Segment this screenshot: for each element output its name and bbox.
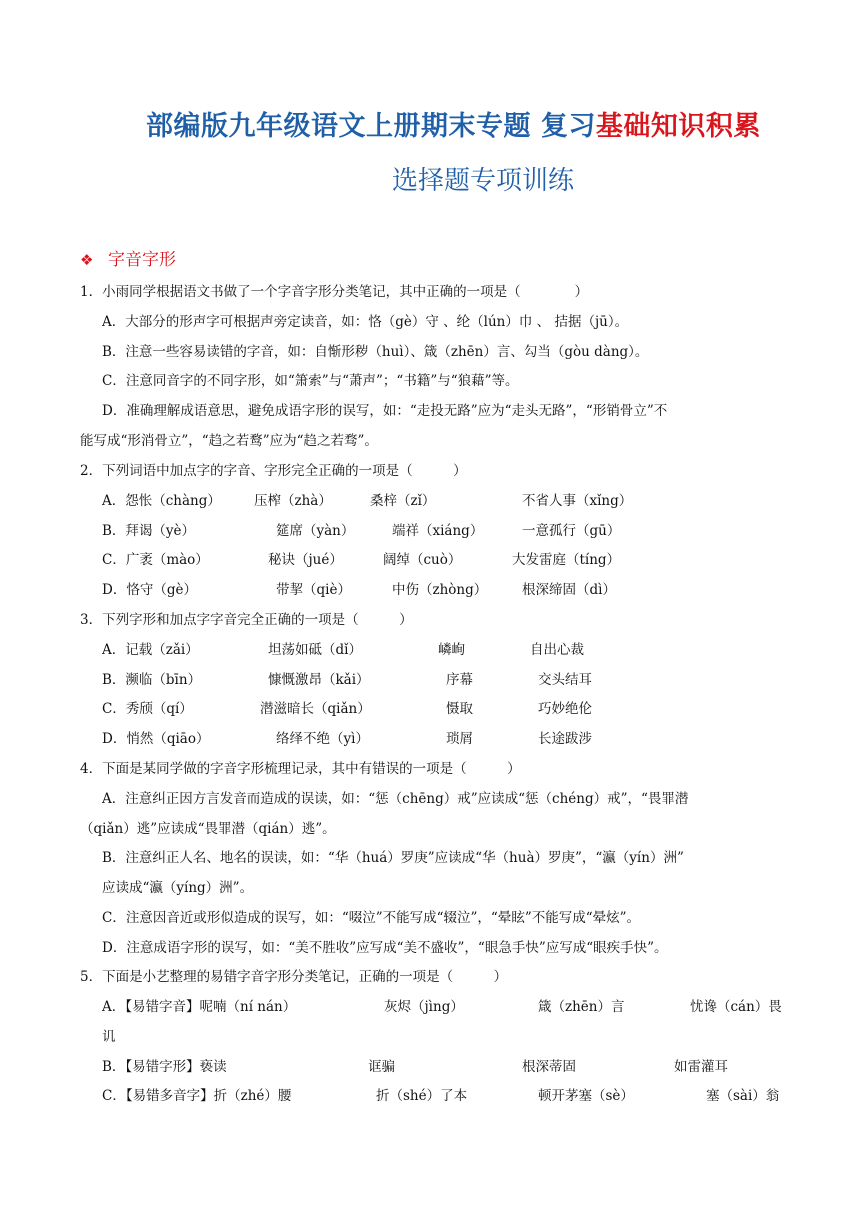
question-4-option-b: B．注意纠正人名、地名的误读，如：“华（huá）罗庚”应读成“华（huà）罗庚”，“瀛（yín）洲” [102, 850, 684, 866]
question-4-option-a-continued: （qiǎn）逃”应读成“畏罪潜（qián）逃”。 [80, 821, 336, 837]
option-cell: 络绎不绝（yì） [276, 731, 369, 747]
option-cell: 如雷灌耳 [674, 1059, 728, 1075]
question-4-option-b-continued: 应读成“瀛（yíng）洲”。 [102, 880, 254, 896]
question-4-stem: 4．下面是某同学做的字音字形梳理记录，其中有错误的一项是（ ） [80, 761, 521, 777]
question-1-option-a: A．大部分的形声字可根据声旁定读音，如：恪（gè）守 、纶（lún）巾 、 拮据（jū）。 [102, 314, 629, 330]
question-1-option-b: B．注意一些容易读错的字音，如：自惭形秽（huì）、箴（zhēn）言、勾当（gòu dàng）。 [102, 344, 649, 360]
option-cell: 带挈（qiè） [276, 582, 351, 598]
question-4-option-c: C．注意因音近或形似造成的误写，如：“啜泣”不能写成“辍泣”，“晕眩”不能写成“晕炫”。 [102, 910, 641, 926]
option-cell: 大发雷庭（tíng） [512, 552, 621, 568]
option-cell: 忧谗（cán）畏 [690, 999, 782, 1015]
option-cell: D．恪守（gè） [102, 582, 197, 598]
option-cell: 嶙峋 [438, 642, 465, 658]
option-cell: C．广袤（mào） [102, 552, 209, 568]
option-cell: 慑取 [446, 701, 473, 717]
option-cell: 潜滋暗长（qiǎn） [260, 701, 371, 717]
option-cell: 桑梓（zǐ） [370, 493, 436, 509]
option-cell: 中伤（zhòng） [392, 582, 488, 598]
question-2-stem: 2．下列词语中加点字的字音、字形完全正确的一项是（ ） [80, 463, 467, 479]
question-3-stem: 3．下列字形和加点字字音完全正确的一项是（ ） [80, 612, 413, 628]
option-cell: 端祥（xiáng） [392, 523, 484, 539]
option-cell: 琐屑 [446, 731, 473, 747]
option-cell: 根深缔固（dì） [522, 582, 616, 598]
title-part-red: 基础知识积累 [595, 111, 761, 142]
option-cell: 顿开茅塞（sè） [538, 1088, 634, 1104]
option-cell: 灰烬（jìng） [384, 999, 464, 1015]
option-cell: 慷慨激昂（kǎi） [268, 672, 370, 688]
question-5-option-a-continued: 讥 [102, 1029, 116, 1045]
option-cell: A．【易错字音】呢喃（ní nán） [102, 999, 297, 1015]
option-cell: 长途跋涉 [538, 731, 592, 747]
question-1-option-c: C．注意同音字的不同字形，如“箫索”与“萧声”；“书籍”与“狼藉”等。 [102, 373, 519, 389]
option-cell: 交头结耳 [538, 672, 592, 688]
option-cell: 根深蒂固 [522, 1059, 576, 1075]
option-cell: 秘诀（jué） [268, 552, 343, 568]
option-cell: A．记载（zǎi） [102, 642, 199, 658]
section-label: 字音字形 [108, 250, 176, 270]
option-cell: B．拜谒（yè） [102, 523, 196, 539]
question-5-stem: 5．下面是小艺整理的易错字音字形分类笔记，正确的一项是（ ） [80, 969, 508, 985]
option-cell: 诓骗 [368, 1059, 395, 1075]
option-cell: 箴（zhēn）言 [538, 999, 625, 1015]
option-cell: 序幕 [446, 672, 473, 688]
option-cell: C．秀颀（qí） [102, 701, 193, 717]
title-part-blue: 部编版九年级语文上册期末专题 复习 [146, 111, 596, 142]
option-cell: 压榨（zhà） [254, 493, 332, 509]
option-cell: 一意孤行（gū） [522, 523, 621, 539]
option-cell: A．怨怅（chàng） [102, 493, 221, 509]
option-cell: C．【易错多音字】折（zhé）腰 [102, 1088, 292, 1104]
question-4-option-d: D．注意成语字形的误写，如：“美不胜收”应写成“美不盛收”，“眼急手快”应写成“眼疾手快”。 [102, 940, 668, 956]
option-cell: 巧妙绝伦 [538, 701, 592, 717]
diamond-bullet-icon: ❖ [80, 251, 94, 269]
section-heading [80, 245, 176, 270]
option-cell: 筵席（yàn） [276, 523, 355, 539]
question-1-stem: 1．小雨同学根据语文书做了一个字音字形分类笔记，其中正确的一项是（ ） [80, 284, 589, 300]
document-page: 部编版九年级语文上册期末专题 复习基础知识积累 选择题专项训练 ❖ 字音字形 1．小雨同学根据语文书做了一个字音字形分类笔记，其中正确的一项是（ ） A．大部分的形声字可根据声旁定读音，如：恪（gè）守 、纶（lún）巾 、 拮据（jū）。 B．注意一些容易读错的字音，如：自惭形秽（huì）、箴（zhēn）言、勾当（gòu dàng）。 C．注意同音字的不同字形，如“箫索”与“萧声”；“书籍”与“狼藉”等。 D．准确理解成语意思，避免成语字形的误写，如：“走投无路”应为“走头无路”，“形销骨立”不 能写成“形消骨立”，“趋之若鹜”应为“趋之若骛”。 2．下列词语中加点字的字音、字形完全正确的一项是（ ） A．怨怅（chàng） 压榨（zhà） 桑梓（zǐ） 不省人事（xǐng） B．拜谒（yè） 筵席（yàn） 端祥（xiáng） 一意孤行（gū） C．广袤（mào） 秘诀（jué） 阔绰（cuò） 大发雷庭（tíng） D．恪守（gè） 带挈（qiè） 中伤（zhòng） 根深缔固（dì） 3．下列字形和加点字字音完全正确的一项是（ ） A．记载（zǎi） 坦荡如砥（dǐ） 嶙峋 自出心裁 B．濒临（bīn） 慷慨激昂（kǎi） 序幕 交头结耳 C．秀颀（qí） 潜滋暗长（qiǎn） 慑取 巧妙绝伦 D．悄然（qiāo） 络绎不绝（yì） 琐屑 长途跋涉 4．下面是某同学做的字音字形梳理记录，其中有错误的一项是（ ） A．注意纠正因方言发音而造成的误读，如：“惩（chēng）戒”应读成“惩（chéng）戒”，“畏罪潜 （qiǎn）逃”应读成“畏罪潜（qián）逃”。 B．注意纠正人名、地名的误读，如：“华（huá）罗庚”应读成“华（huà）罗庚”，“瀛（yín）洲” 应读成“瀛（yíng）洲”。 C．注意因音近或形似造成的误写，如：“啜泣”不能写成“辍泣”，“晕眩”不能写成“晕炫”。 D．注意成语字形的误写，如：“美不胜收”应写成“美不盛收”，“眼急手快”应写成“眼疾手快”。 5．下面是小艺整理的易错字音字形分类笔记，正确的一项是（ ） A．【易错字音】呢喃（ní nán） 灰烬（jìng） 箴（zhēn）言 忧谗（cán）畏 讥 B．【易错字形】亵读 诓骗 根深蒂固 如雷灌耳 C．【易错多音字】折（zhé）腰 折（shé）了本 顿开茅塞（sè） 塞（sài）翁 [80, 111, 782, 1104]
option-cell: 塞（sài）翁 [706, 1088, 780, 1104]
option-cell: 自出心裁 [530, 642, 584, 658]
option-cell: B．【易错字形】亵读 [102, 1059, 227, 1075]
option-cell: 折（shé）了本 [376, 1088, 468, 1104]
option-cell: D．悄然（qiāo） [102, 731, 210, 747]
question-1-option-d: D．准确理解成语意思，避免成语字形的误写，如：“走投无路”应为“走头无路”，“形销骨立”不 [102, 403, 668, 419]
question-4-option-a: A．注意纠正因方言发音而造成的误读，如：“惩（chēng）戒”应读成“惩（chéng）戒”，“畏罪潜 [102, 791, 689, 807]
option-cell: 坦荡如砥（dǐ） [268, 642, 362, 658]
option-cell: 阔绰（cuò） [383, 552, 462, 568]
option-cell: 不省人事（xǐng） [522, 493, 633, 509]
question-1-option-d-continued: 能写成“形消骨立”，“趋之若鹜”应为“趋之若骛”。 [80, 433, 378, 449]
option-cell: B．濒临（bīn） [102, 672, 202, 688]
